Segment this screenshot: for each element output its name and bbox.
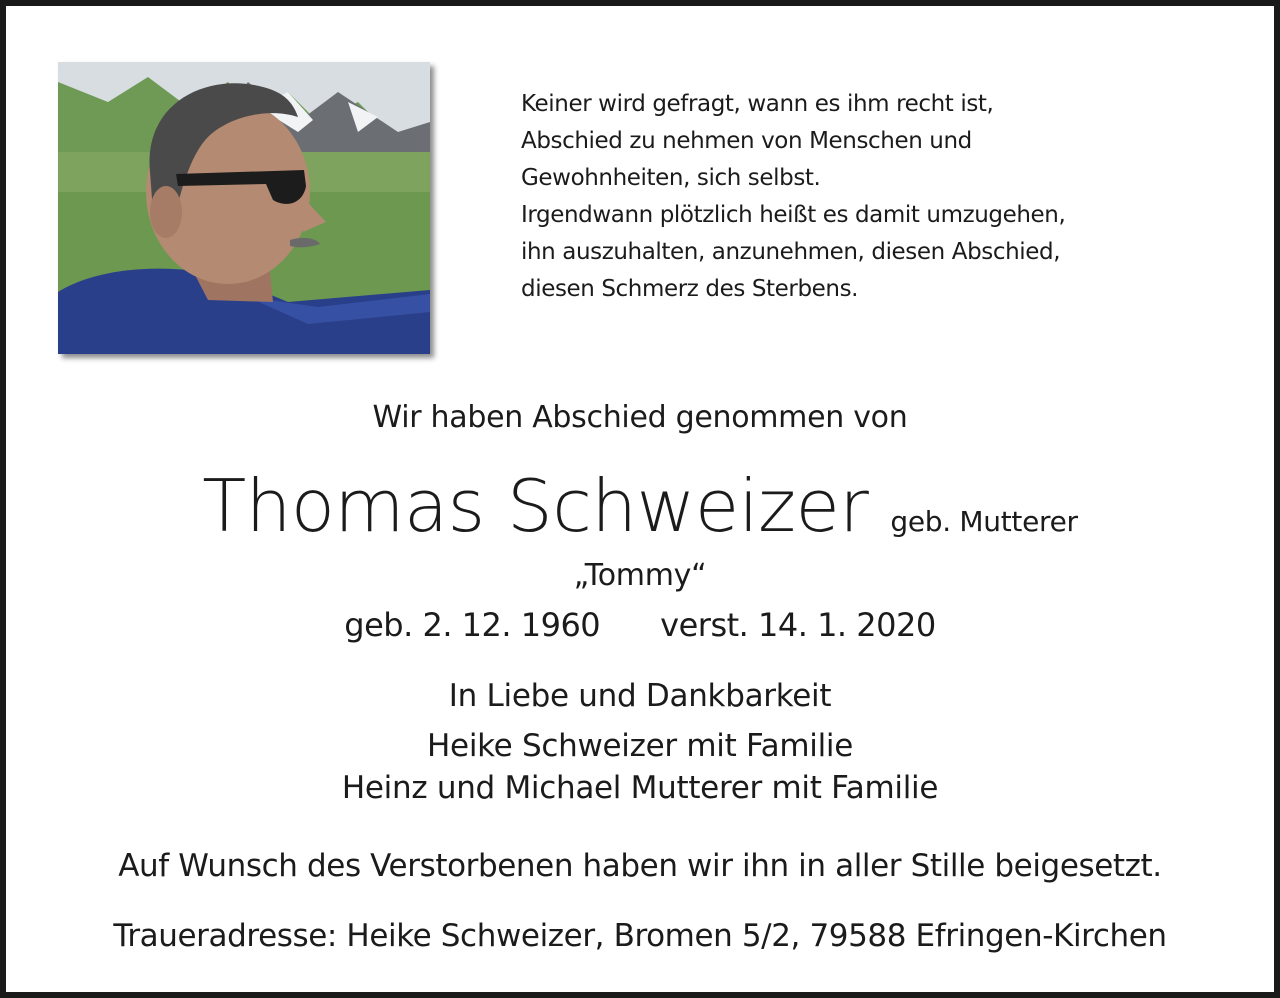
poem-line: Abschied zu nehmen von Menschen und [521,128,972,154]
poem-line: Keiner wird gefragt, wann es ihm recht ist, [521,91,994,117]
poem-line: Irgendwann plötzlich heißt es damit umzugehen, [521,202,1066,228]
birth-date: geb. 2. 12. 1960 [344,606,601,644]
poem-line: Gewohnheiten, sich selbst. [521,165,821,191]
portrait-photo-icon [58,62,430,354]
poem [521,86,1221,308]
poem-line: diesen Schmerz des Sterbens. [521,276,859,302]
mourner-phrase: In Liebe und Dankbarkeit [448,678,832,714]
portrait-photo [58,62,430,354]
intro-text: Wir haben Abschied genommen von [372,400,908,435]
birth-name: geb. Mutterer [890,505,1078,538]
mourning-address: Traueradresse: Heike Schweizer, Bromen 5/2, 79588 Efringen-Kirchen [113,918,1167,954]
nickname: „Tommy“ [573,558,707,593]
life-dates [6,606,1274,644]
mourner-family-1: Heike Schweizer mit Familie [427,728,853,764]
mourner-family-2: Heinz und Michael Mutterer mit Familie [341,770,939,806]
deceased-name: Thomas Schweizer [202,464,869,548]
poem-line: ihn auszuhalten, anzunehmen, diesen Abschied, [521,239,1061,265]
burial-note: Auf Wunsch des Verstorbenen haben wir ihn in aller Stille beigesetzt. [118,848,1162,884]
deceased-name-row [6,464,1274,548]
death-date: verst. 14. 1. 2020 [660,606,936,644]
